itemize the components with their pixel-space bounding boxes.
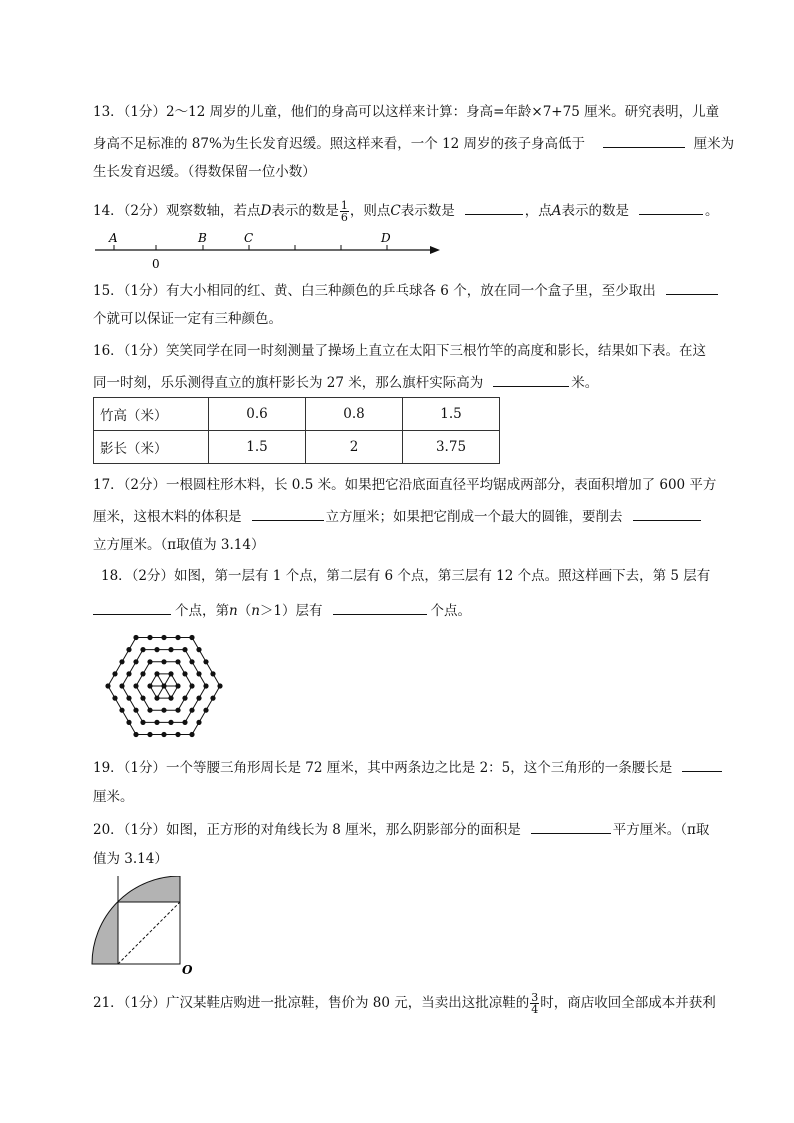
q21-frac-num: 3	[531, 991, 539, 1004]
dot	[133, 659, 138, 664]
q14-blank-c[interactable]	[465, 200, 523, 215]
dot	[133, 635, 138, 640]
q13-line3: 生长发育迟缓。（得数保留一位小数）	[93, 164, 316, 180]
q14-point-d: D	[260, 203, 272, 219]
dot	[147, 635, 152, 640]
dot	[175, 708, 180, 713]
q18-text-b: （	[237, 603, 252, 619]
q18-blank-layer5[interactable]	[93, 600, 171, 615]
q21-line1	[93, 992, 716, 1015]
q18-n: n	[229, 603, 238, 619]
dot	[112, 671, 117, 676]
q14-fraction	[340, 200, 349, 223]
dot	[203, 708, 208, 713]
q20-text-b: 平方厘米。（π取	[612, 822, 710, 838]
dot	[147, 708, 152, 713]
dot	[189, 659, 194, 664]
q18-blank-layer-n[interactable]	[333, 600, 427, 615]
hexagon-dots-figure	[94, 624, 234, 748]
dot	[203, 683, 208, 688]
center-dot	[161, 683, 166, 688]
dot	[161, 635, 166, 640]
table-cell: 3.75	[403, 431, 500, 464]
table-row	[94, 398, 500, 431]
q17-blank-volume[interactable]	[252, 506, 324, 521]
dot	[182, 720, 187, 725]
q20-line2: 值为 3.14）	[93, 851, 168, 867]
q16-line1: 16．（1分）笑笑同学在同一时刻测量了操场上直立在太阳下三根竹竿的高度和影长，结果如下表。在这	[93, 343, 707, 359]
dot	[140, 720, 145, 725]
q16-table	[93, 397, 500, 464]
dot	[189, 635, 194, 640]
table-cell-label: 影长（米）	[94, 431, 209, 464]
dot	[112, 696, 117, 701]
q19-text: 19．（1分）一个等腰三角形周长是 72 厘米，其中两条边之比是 2：5，这个三角形的一条腰长是	[93, 760, 673, 776]
dot	[168, 720, 173, 725]
q14-text-e: ，点	[524, 203, 552, 219]
q16-answer-blank[interactable]	[493, 372, 569, 387]
square-sector-figure	[88, 876, 198, 976]
table-cell: 2	[306, 431, 403, 464]
dot	[154, 720, 159, 725]
dot	[147, 732, 152, 737]
dot	[126, 647, 131, 652]
axis-label-d: D	[381, 231, 391, 245]
dot	[161, 732, 166, 737]
q17-line3: 立方厘米。（π取值为 3.14）	[93, 537, 265, 553]
q17-text-b: 立方厘米；如果把它削成一个最大的圆锥，要削去	[325, 509, 623, 525]
q14-point-c: C	[390, 203, 401, 219]
dot	[126, 720, 131, 725]
q17-line2	[93, 506, 701, 526]
dot	[133, 683, 138, 688]
dot	[140, 696, 145, 701]
dot	[119, 659, 124, 664]
table-cell: 1.5	[403, 398, 500, 431]
q19-line1	[93, 757, 722, 777]
axis-label-a: A	[109, 231, 118, 245]
q16-line2	[93, 372, 598, 392]
q17-blank-cut[interactable]	[633, 506, 701, 521]
q13-line2	[93, 133, 734, 153]
dot	[161, 659, 166, 664]
dot	[147, 659, 152, 664]
q13-line1: 13．（1分）2～12 周岁的儿童，他们的身高可以这样来计算：身高=年龄×7+75 厘米。研究表明，儿童	[93, 104, 720, 120]
q20-text-a: 20．（1分）如图，正方形的对角线长为 8 厘米，那么阴影部分的面积是	[93, 822, 521, 838]
q14-line1	[93, 200, 718, 223]
q14-blank-a[interactable]	[639, 200, 703, 215]
dot	[182, 671, 187, 676]
dot	[126, 696, 131, 701]
table-row	[94, 431, 500, 464]
q14-text-g: 。	[704, 203, 719, 219]
q19-answer-blank[interactable]	[682, 757, 722, 772]
q21-fraction	[530, 992, 539, 1015]
dot	[119, 683, 124, 688]
table-cell-label: 竹高（米）	[94, 398, 209, 431]
q18-line1: 18．（2分）如图，第一层有 1 个点，第二层有 6 个点，第三层有 12 个点。照这样画下去，第 5 层有	[101, 568, 711, 584]
q18-text-a: 个点，第	[175, 603, 229, 619]
q15-line1	[93, 280, 718, 300]
q17-line1: 17．（2分）一根圆柱形木料，长 0.5 米。如果把它沿底面直径平均锯成两部分，表面积增加了 600 平方	[93, 477, 717, 493]
q14-text-a: 14．（2分）观察数轴，若点	[93, 203, 261, 219]
q13-line2-tail: 厘米为	[693, 136, 735, 152]
q18-text-c: ＞1）层有	[259, 603, 323, 619]
dot	[175, 635, 180, 640]
q14-text-d: 表示数是	[400, 203, 455, 219]
q16-tail: 米。	[571, 375, 599, 391]
dot	[210, 696, 215, 701]
dot	[182, 696, 187, 701]
dot	[217, 683, 222, 688]
axis-label-b: B	[198, 231, 207, 245]
q20-answer-blank[interactable]	[531, 819, 611, 834]
dot	[126, 671, 131, 676]
dot	[140, 671, 145, 676]
q17-text-a: 厘米，这根木料的体积是	[93, 509, 242, 525]
dot	[196, 696, 201, 701]
q21-text-b: 时，商店收回全部成本并获利	[540, 995, 716, 1011]
q18-n2: n	[251, 603, 260, 619]
dot	[189, 708, 194, 713]
number-line-figure	[90, 226, 450, 274]
dot	[203, 659, 208, 664]
table-cell: 1.5	[209, 431, 306, 464]
q13-answer-blank[interactable]	[603, 133, 685, 148]
dot	[168, 647, 173, 652]
dot	[175, 732, 180, 737]
dot	[133, 708, 138, 713]
dot	[182, 647, 187, 652]
dot	[154, 647, 159, 652]
q16-text: 同一时刻，乐乐测得直立的旗杆影长为 27 米，那么旗杆实际高为	[93, 375, 484, 391]
dot	[105, 683, 110, 688]
dot	[189, 683, 194, 688]
dot	[161, 708, 166, 713]
dot	[189, 732, 194, 737]
q14-frac-den: 6	[340, 211, 348, 224]
dot	[175, 659, 180, 664]
q13-line2-text: 身高不足标准的 87%为生长发育迟缓。照这样来看，一个 12 周岁的孩子身高低于	[93, 136, 586, 152]
table-cell: 0.6	[209, 398, 306, 431]
q21-frac-den: 4	[531, 1003, 539, 1016]
q14-text-b: 表示的数是	[271, 203, 339, 219]
q14-text-c: ，则点	[349, 203, 391, 219]
dot	[196, 647, 201, 652]
dot	[133, 732, 138, 737]
q15-line2: 个就可以保证一定有三种颜色。	[93, 311, 282, 327]
dot	[119, 708, 124, 713]
q15-answer-blank[interactable]	[666, 280, 718, 295]
axis-label-c: C	[244, 231, 254, 245]
q19-line2: 厘米。	[93, 789, 134, 805]
dot	[140, 647, 145, 652]
q14-point-a: A	[551, 203, 562, 219]
q18-line2	[93, 600, 471, 620]
q14-frac-num: 1	[340, 199, 348, 212]
q21-text-a: 21．（1分）广汉某鞋店购进一批凉鞋，售价为 80 元，当卖出这批凉鞋的	[93, 995, 530, 1011]
dot	[196, 671, 201, 676]
q14-text-f: 表示的数是	[561, 203, 629, 219]
dot	[196, 720, 201, 725]
q15-text: 15．（1分）有大小相同的红、黄、白三种颜色的乒乓球各 6 个，放在同一个盒子里，至少取出	[93, 283, 656, 299]
point-o-label: O	[182, 963, 193, 976]
dot	[210, 671, 215, 676]
axis-label-zero: 0	[152, 257, 160, 271]
q20-line1	[93, 819, 709, 839]
table-cell: 0.8	[306, 398, 403, 431]
q18-text-d: 个点。	[430, 603, 471, 619]
